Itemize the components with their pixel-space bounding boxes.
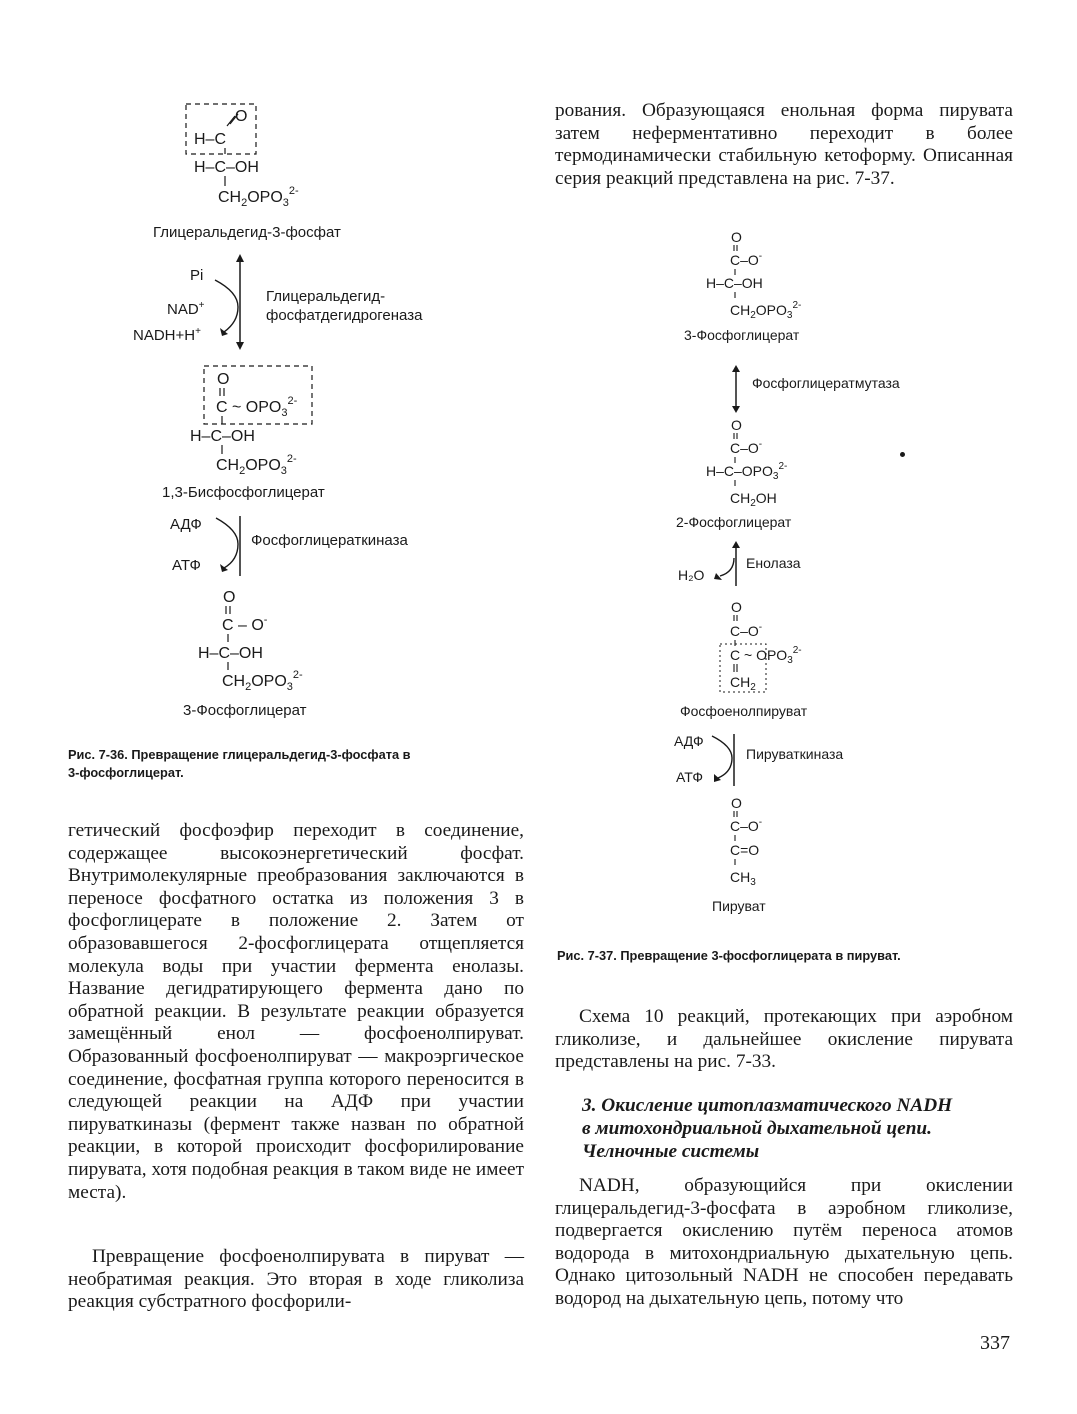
svg-text:C–O-: C–O- [730, 817, 763, 834]
svg-text:H–C: H–C [194, 131, 227, 148]
reaction-arrow-1 [210, 252, 260, 352]
label-pyruvate: Пируват [712, 898, 766, 914]
svg-text:CH2: $CH_2$ [730, 674, 756, 693]
svg-text:O: O [731, 795, 742, 811]
label-3-phosphoglycerate-1: 3-Фосфоглицерат [183, 702, 307, 719]
reagent-atp-2: АТФ [676, 769, 703, 785]
reagent-nad: NAD+ [167, 300, 205, 318]
right-top-paragraph: рования. Образующаяся енольная форма пирувата затем неферментативно переходит в более термодинамически стабильную кетоформу. Описанная серия реакций представлена на рис. 7-37. [555, 100, 1013, 189]
right-paragraph-1: Схема 10 реакций, протекающих при аэробном гликолизе, и дальнейшее окисление пирувата представлены на рис. 7-33. [555, 1006, 1013, 1073]
reagent-adp-2: АДФ [674, 733, 704, 749]
structure-phosphoenolpyruvate [700, 598, 840, 698]
reagent-nadh: NADH+H+ [133, 326, 201, 344]
enzyme-phosphoglycerate-mutase: Фосфоглицератмутаза [752, 375, 900, 391]
reaction-arrow-2 [212, 512, 252, 580]
structure-3-phosphoglycerate-2 [700, 228, 840, 324]
reaction-arrow-mutase [728, 364, 744, 414]
reaction-arrow-enolase [710, 540, 744, 590]
enzyme-pyruvate-kinase: Пируваткиназа [746, 746, 844, 762]
reagent-adp-1: АДФ [170, 516, 202, 533]
svg-text:H–C–OH: H–C–OH [194, 159, 259, 176]
svg-text:CH3: $CH_3$ [730, 869, 756, 888]
svg-text:CH2OPO32-: $CH_2OPO_3^{2-}$ [218, 185, 299, 209]
stray-dot [900, 452, 905, 457]
svg-text:O: O [235, 108, 248, 125]
svg-text:C ~ OPO32-: C ~ $OPO_3^{2-}$ [730, 645, 802, 666]
structure-1-3-bisphosphoglycerate [180, 362, 340, 482]
svg-text:H–C–OH: H–C–OH [198, 645, 263, 662]
reaction-arrow-pyruvate-kinase [708, 730, 742, 790]
svg-text:O: O [731, 599, 742, 615]
svg-text:CH2OPO32-: $CH_2OPO_3^{2-}$ [730, 300, 802, 321]
label-1-3-bisphosphoglycerate: 1,3-Бисфосфоглицерат [162, 484, 325, 501]
svg-text:O: O [731, 417, 742, 433]
svg-text:O: O [731, 229, 742, 245]
svg-text:C–O-: C–O- [730, 439, 763, 456]
structure-pyruvate [700, 794, 820, 894]
reagent-atp-1: АТФ [172, 557, 201, 574]
structure-3-phosphoglycerate-1 [190, 586, 340, 696]
reagent-h2o: H₂O [678, 567, 705, 583]
page-number: 337 [980, 1332, 1010, 1354]
structure-glyceraldehyde-3-phosphate [170, 96, 350, 216]
right-paragraph-2: NADH, образующийся при окислении глицеральдегид-3-фосфата в аэробном гликолизе, подвергается окислению путём переноса атомов водорода в митохондриальную дыхательную цепь. Однако цитозольный NADH не способен передавать водород на дыхательную цепь, потому что [555, 1175, 1013, 1309]
svg-text:C=O: C=O [730, 842, 760, 858]
label-3-phosphoglycerate-2: 3-Фосфоглицерат [684, 327, 800, 343]
enzyme-gapdh: Глицеральдегид- фосфатдегидрогеназа [266, 288, 423, 324]
svg-text:H–C–OH: H–C–OH [706, 275, 763, 291]
svg-text:C ~ OPO32-: C ~ $OPO_3^{2-}$ [216, 395, 298, 419]
svg-text:CH2OH: $CH_2OH$ [730, 490, 777, 509]
svg-text:H–C–OPO32-: $H-C-OPO_3^{2-}$ [706, 461, 788, 482]
section-heading: 3. Окисление цитоплазматического NADH в митохондриальной дыхательной цепи. Челночные системы [582, 1095, 953, 1162]
svg-text:H–C–OH: H–C–OH [190, 428, 255, 445]
svg-text:C–O-: C–O- [730, 251, 763, 268]
figure-7-37-caption: Рис. 7-37. Превращение 3-фосфоглицерата в пируват. [557, 948, 901, 963]
reagent-pi: Pi [190, 267, 204, 284]
label-glyceraldehyde-3-phosphate: Глицеральдегид-3-фосфат [153, 224, 341, 241]
enzyme-enolase: Енолаза [746, 555, 801, 571]
label-2-phosphoglycerate: 2-Фосфоглицерат [676, 514, 792, 530]
left-paragraph-2: Превращение фосфоенолпирувата в пируват — необратимая реакция. Это вторая в ходе гликолиза реакция субстратного фосфорили- [68, 1246, 524, 1313]
svg-text:C – O-: C – O- [222, 614, 268, 634]
figure-7-36-caption: Рис. 7-36. Превращение глицеральдегид-3-фосфата в 3-фосфоглицерат. [68, 747, 411, 780]
svg-text:C–O-: C–O- [730, 622, 763, 639]
svg-text:CH2OPO32-: $CH_2OPO_3^{2-}$ [222, 669, 303, 693]
enzyme-phosphoglycerate-kinase: Фосфоглицераткиназа [251, 532, 408, 549]
svg-text:O: O [223, 589, 236, 606]
left-paragraph-1: гетический фосфоэфир переходит в соединение, содержащее высокоэнергетический фосфат. Внутримолекулярные преобразования заключаются в переносе фосфатного остатка из положения 3 в фосфоглицерате в положение 2. Затем от образовавшегося 2-фосфоглицерата отщепляется молекула воды при участии фермента енолазы. Название дегидратирующего фермента дано по обратной реакции. В результате реакции образуется замещённый енол — фосфоенолпируват. Образованный фосфоенолпируват — макроэргическое соединение, фосфатная группа которого переносится в следующей реакции на АДФ при участии пируваткиназы (фермент также назван по обратной реакции, в которой происходит фосфорилирование пирувата, хотя подобная реакция в таком виде не имеет места). [68, 820, 524, 1203]
structure-2-phosphoglycerate [700, 416, 840, 512]
svg-text:CH2OPO32-: $CH_2OPO_3^{2-}$ [216, 453, 297, 477]
svg-text:O: O [217, 371, 230, 388]
label-phosphoenolpyruvate: Фосфоенолпируват [680, 703, 808, 719]
